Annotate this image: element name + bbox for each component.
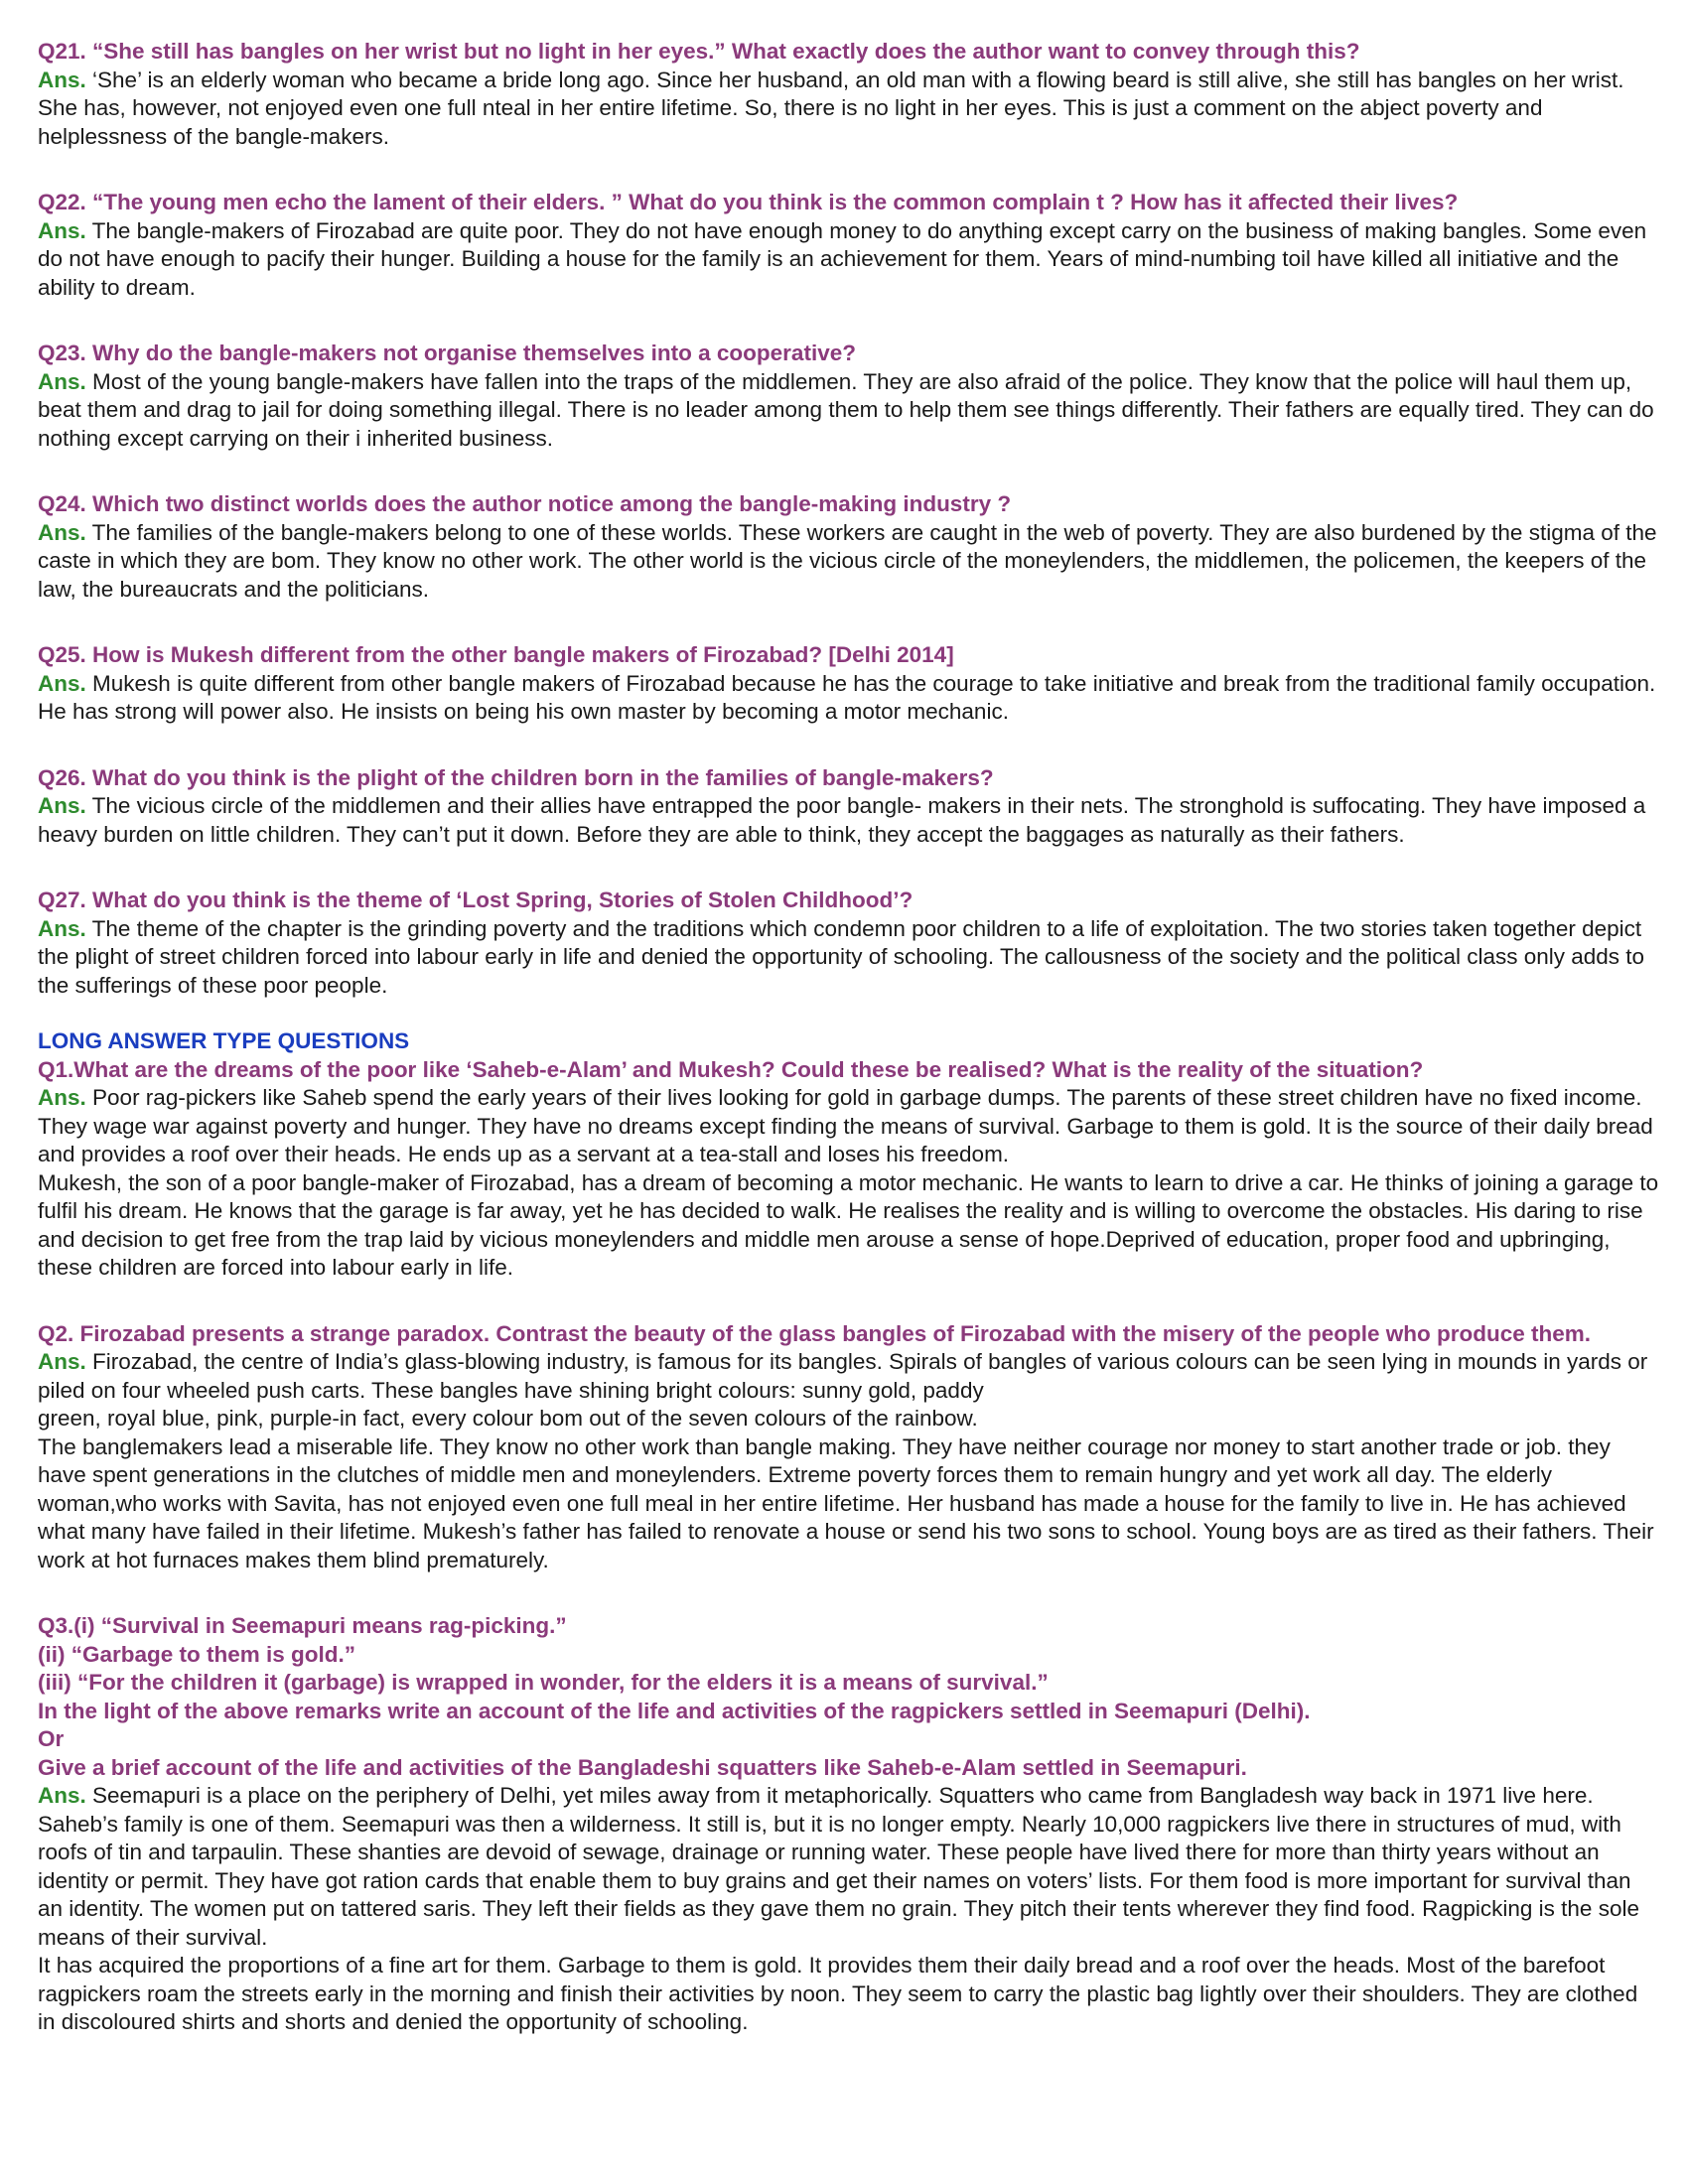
question-text: Q1.What are the dreams of the poor like ‘Saheb-e-Alam’ and Mukesh? Could these be realised? What is the reality of the situation? <box>38 1056 1424 1082</box>
question-line: (iii) “For the children it (garbage) is wrapped in wonder, for the elders it is a means of survival.” <box>38 1670 1049 1695</box>
answer-text <box>38 1348 1660 1405</box>
question-text: Q21. “She still has bangles on her wrist but no light in her eyes.” What exactly does the author want to convey through this? <box>38 39 1360 64</box>
long-q2 <box>38 1320 1660 1575</box>
question-text: Q25. How is Mukesh different from the other bangle makers of Firozabad? [Delhi 2014] <box>38 642 954 667</box>
answer-label: Ans. <box>38 915 86 941</box>
answer-label: Ans. <box>38 1349 86 1374</box>
answer-body: Poor rag-pickers like Saheb spend the early years of their lives looking for gold in garbage dumps. The parents of these street children have no fixed income. They wage war against poverty and hunger. They have no dreams except finding the means of survival. Garbage to them is gold. It is the source of their daily bread and provides a roof over their heads. He ends up as a servant at a tea-stall and loses his freedom. <box>38 1085 1653 1166</box>
qa-26 <box>38 764 1660 850</box>
answer-body: Mukesh is quite different from other bangle makers of Firozabad because he has the courage to take initiative and break from the traditional family occupation. He has strong will power also. He insists on being his own master by becoming a motor mechanic. <box>38 670 1656 724</box>
qa-23 <box>38 340 1660 453</box>
answer-text <box>38 368 1660 454</box>
answer-text <box>38 792 1660 849</box>
answer-text <box>38 915 1660 1001</box>
answer-label: Ans. <box>38 217 86 243</box>
qa-22 <box>38 189 1660 302</box>
question-text: Q2. Firozabad presents a strange paradox. Contrast the beauty of the glass bangles of Firozabad with the misery of the people who produce them. <box>38 1320 1592 1346</box>
answer-line: green, royal blue, pink, purple-in fact, every colour bom out of the seven colours of the rainbow. <box>38 1406 978 1431</box>
answer-body: The bangle-makers of Firozabad are quite poor. They do not have enough money to do anything except carry on the business of making bangles. Some even do not have enough to pacify their hunger. Building a house for the family is an achievement for them. Years of mind-numbing toil have killed all initiative and the ability to dream. <box>38 217 1647 300</box>
answer-text <box>38 670 1660 727</box>
question-or: Or <box>38 1726 65 1751</box>
question-line: Q3.(i) “Survival in Seemapuri means rag-picking.” <box>38 1613 567 1638</box>
qa-27 <box>38 887 1660 1000</box>
question-text: Q24. Which two distinct worlds does the author notice among the bangle-making industry ? <box>38 491 1012 516</box>
answer-label: Ans. <box>38 519 86 545</box>
answer-body: Most of the young bangle-makers have fallen into the traps of the middlemen. They are also afraid of the police. They know that the police will haul them up, beat them and drag to jail for doing something illegal. There is no leader among them to help them see things differently. Their fathers are equally tired. They can do nothing except carrying on their i inherited business. <box>38 368 1654 451</box>
answer-text <box>38 217 1660 303</box>
answer-body: The vicious circle of the middlemen and their allies have entrapped the poor bangle- makers in their nets. The stronghold is suffocating. They have imposed a heavy burden on little children. They can’t put it down. Before they are able to think, they accept the baggages as naturally as their fathers. <box>38 793 1646 847</box>
question-line: (ii) “Garbage to them is gold.” <box>38 1641 356 1667</box>
long-q3 <box>38 1612 1660 2037</box>
qa-25 <box>38 641 1660 727</box>
answer-paragraph: It has acquired the proportions of a fine art for them. Garbage to them is gold. It provides them their daily bread and a roof over the heads. Most of the barefoot ragpickers roam the streets early in the morning and finish their activities by noon. They seem to carry the plastic bag lightly over their shoulders. They are clothed in discoloured shirts and shorts and denied the opportunity of schooling. <box>38 1953 1638 2034</box>
answer-paragraph: Mukesh, the son of a poor bangle-maker of Firozabad, has a dream of becoming a motor mechanic. He wants to learn to drive a car. He thinks of joining a garage to fulfil his dream. He knows that the garage is far away, yet he has decided to walk. He realises the reality and is willing to overcome the obstacles. His daring to rise and decision to get free from the trap laid by vicious moneylenders and middle men arouse a sense of hope.Deprived of education, proper food and upbringing, these children are forced into labour early in life. <box>38 1169 1659 1280</box>
long-q1 <box>38 1027 1660 1283</box>
answer-label: Ans. <box>38 1783 86 1808</box>
question-text: Q23. Why do the bangle-makers not organise themselves into a cooperative? <box>38 341 856 365</box>
section-title: LONG ANSWER TYPE QUESTIONS <box>38 1028 410 1053</box>
qa-24 <box>38 490 1660 604</box>
answer-label: Ans. <box>38 368 86 394</box>
answer-text <box>38 67 1660 152</box>
question-text: Q22. “The young men echo the lament of their elders. ” What do you think is the common complain t ? How has it affected their lives? <box>38 190 1459 214</box>
answer-paragraph: The banglemakers lead a miserable life. They know no other work than bangle making. They have neither courage nor money to start another trade or job. they have spent generations in the clutches of middle men and moneylenders. Extreme poverty forces them to remain hungry and yet work all day. The elderly woman,who works with Savita, has not enjoyed even one full meal in her entire lifetime. Her husband has made a house for the family to live in. He has achieved what many have failed in their lifetime. Mukesh’s father has failed to renovate a house or send his two sons to school. Young boys are as tired as their fathers. Their work at hot furnaces makes them blind prematurely. <box>38 1433 1654 1572</box>
qa-21 <box>38 38 1660 151</box>
answer-text <box>38 1084 1660 1169</box>
answer-body: ‘She’ is an elderly woman who became a bride long ago. Since her husband, an old man with a flowing beard is still alive, she still has bangles on her wrist. She has, however, not enjoyed even one full nteal in her entire lifetime. So, there is no light in her eyes. This is just a comment on the abject poverty and helplessness of the bangle-makers. <box>38 67 1624 149</box>
answer-body: The families of the bangle-makers belong to one of these worlds. These workers are caught in the web of poverty. They are also burdened by the stigma of the caste in which they are bom. They know no other work. The other world is the vicious circle of the moneylenders, the middlemen, the policemen, the keepers of the law, the bureaucrats and the politicians. <box>38 519 1657 602</box>
question-text: Q26. What do you think is the plight of the children born in the families of bangle-makers? <box>38 764 994 790</box>
answer-label: Ans. <box>38 67 86 92</box>
question-text: Q27. What do you think is the theme of ‘Lost Spring, Stories of Stolen Childhood’? <box>38 887 914 912</box>
answer-body: Seemapuri is a place on the periphery of Delhi, yet miles away from it metaphorically. Squatters who came from Bangladesh way back in 1971 live here. Saheb’s family is one of them. Seemapuri was then a wilderness. It still is, but it is no longer empty. Nearly 10,000 ragpickers live there in structures of mud, with roofs of tin and tarpaulin. These shanties are devoid of sewage, drainage or running water. These people have lived there for more than thirty years without an identity or permit. They have got ration cards that enable them to buy grains and get their names on voters’ lists. For them food is more important for survival than an identity. The women put on tattered saris. They left their fields as they gave them no grain. They pitch their tents wherever they find food. Ragpicking is the sole means of their survival. <box>38 1783 1639 1950</box>
answer-body: Firozabad, the centre of India’s glass-blowing industry, is famous for its bangles. Spirals of bangles of various colours can be seen lying in mounds in yards or piled on four wheeled push carts. These bangles have shining bright colours: sunny gold, paddy <box>38 1349 1648 1403</box>
answer-label: Ans. <box>38 1085 86 1110</box>
answer-body: The theme of the chapter is the grinding poverty and the traditions which condemn poor children to a life of exploitation. The two stories taken together depict the plight of street children forced into labour early in life and denied the opportunity of schooling. The callousness of the society and the political class only adds to the sufferings of these poor people. <box>38 915 1645 998</box>
answer-text <box>38 1782 1660 1952</box>
answer-label: Ans. <box>38 793 86 818</box>
question-line: Give a brief account of the life and activities of the Bangladeshi squatters like Saheb-e-Alam settled in Seemapuri. <box>38 1754 1247 1780</box>
question-line: In the light of the above remarks write an account of the life and activities of the ragpickers settled in Seemapuri (Delhi). <box>38 1698 1311 1723</box>
answer-text <box>38 519 1660 605</box>
answer-label: Ans. <box>38 670 86 696</box>
